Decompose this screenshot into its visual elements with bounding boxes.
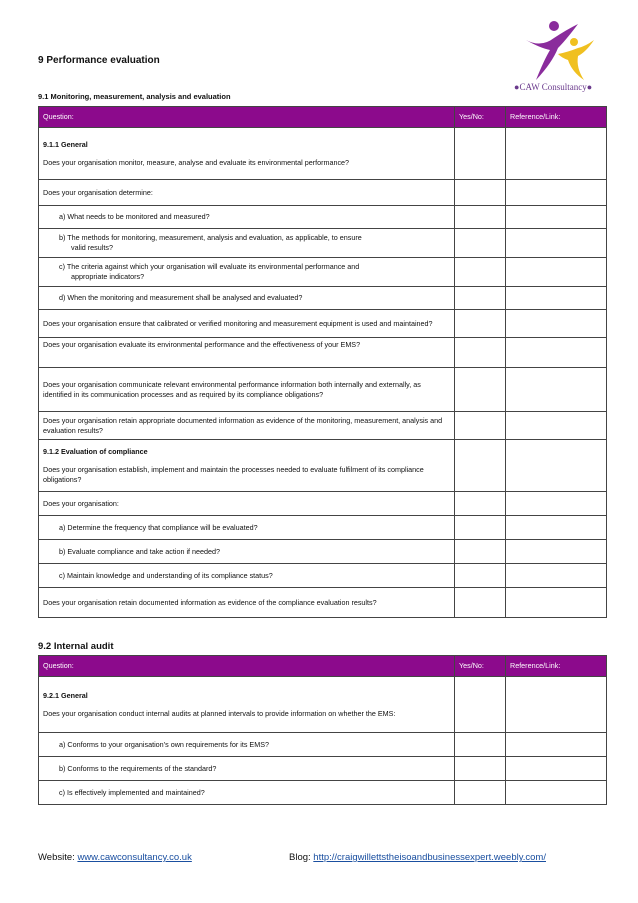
table-row <box>39 287 607 310</box>
question-text: c) Is effectively implemented and maintained? <box>39 781 455 805</box>
table-row <box>39 733 607 757</box>
question-text: Does your organisation establish, implement and maintain the processes needed to evaluate fulfilment of its compliance obligations? <box>43 464 424 484</box>
yesno-cell[interactable] <box>455 338 506 368</box>
subsection-title: 9.1 Monitoring, measurement, analysis and evaluation <box>38 92 231 101</box>
question-text: c) The criteria against which your organisation will evaluate its environmental performance and <box>59 262 360 271</box>
question-header: Question: <box>39 656 455 677</box>
table-row <box>39 564 607 588</box>
reference-cell[interactable] <box>506 781 607 805</box>
yesno-cell[interactable] <box>455 733 506 757</box>
question-text: Does your organisation retain appropriate documented information as evidence of the monitoring, measurement, analysis and evaluation results? <box>39 412 455 440</box>
question-text: b) Conforms to the requirements of the standard? <box>39 757 455 781</box>
yesno-cell[interactable] <box>455 412 506 440</box>
yesno-header: Yes/No: <box>455 656 506 677</box>
yesno-cell[interactable] <box>455 229 506 258</box>
footer-blog <box>289 852 546 863</box>
table-row <box>39 206 607 229</box>
question-text: b) Evaluate compliance and take action if needed? <box>39 540 455 564</box>
question-text: a) What needs to be monitored and measured? <box>39 206 455 229</box>
question-text-cont: appropriate indicators? <box>71 272 145 281</box>
table-row <box>39 781 607 805</box>
question-text: Does your organisation ensure that calibrated or verified monitoring and measurement equipment is used and maintained? <box>39 310 455 338</box>
reference-cell[interactable] <box>506 206 607 229</box>
yesno-cell[interactable] <box>455 128 506 180</box>
reference-cell[interactable] <box>506 258 607 287</box>
internal-audit-table <box>38 655 607 805</box>
yesno-cell[interactable] <box>455 492 506 516</box>
table-row <box>39 412 607 440</box>
reference-cell[interactable] <box>506 229 607 258</box>
yesno-cell[interactable] <box>455 540 506 564</box>
yesno-cell[interactable] <box>455 516 506 540</box>
reference-cell[interactable] <box>506 516 607 540</box>
table-row <box>39 368 607 412</box>
yesno-cell[interactable] <box>455 564 506 588</box>
question-text: a) Determine the frequency that compliance will be evaluated? <box>39 516 455 540</box>
reference-cell[interactable] <box>506 440 607 492</box>
question-text: Does your organisation monitor, measure, analyse and evaluate its environmental performance? <box>43 157 350 167</box>
row-title: 9.2.1 General <box>43 690 88 700</box>
table-header-row <box>39 656 607 677</box>
reference-cell[interactable] <box>506 180 607 206</box>
yesno-cell[interactable] <box>455 757 506 781</box>
blog-label: Blog: <box>289 852 311 863</box>
row-title: 9.1.2 Evaluation of compliance <box>43 446 148 456</box>
table-row <box>39 588 607 618</box>
reference-cell[interactable] <box>506 677 607 733</box>
logo-text: ●CAW Consultancy● <box>514 82 593 92</box>
yesno-cell[interactable] <box>455 258 506 287</box>
table-row <box>39 492 607 516</box>
website-label: Website: <box>38 852 75 863</box>
yesno-cell[interactable] <box>455 440 506 492</box>
reference-header: Reference/Link: <box>506 107 607 128</box>
reference-cell[interactable] <box>506 287 607 310</box>
yesno-cell[interactable] <box>455 677 506 733</box>
reference-cell[interactable] <box>506 733 607 757</box>
table-row <box>39 338 607 368</box>
reference-cell[interactable] <box>506 128 607 180</box>
row-title: 9.1.1 General <box>43 139 88 149</box>
reference-cell[interactable] <box>506 412 607 440</box>
table-row <box>39 440 607 492</box>
yesno-cell[interactable] <box>455 287 506 310</box>
question-text: c) Maintain knowledge and understanding of its compliance status? <box>39 564 455 588</box>
question-header: Question: <box>39 107 455 128</box>
reference-cell[interactable] <box>506 338 607 368</box>
blog-link[interactable]: http://craigwillettstheisoandbusinessexpert.weebly.com/ <box>313 852 546 863</box>
yesno-cell[interactable] <box>455 206 506 229</box>
reference-cell[interactable] <box>506 588 607 618</box>
table-row <box>39 757 607 781</box>
table-row <box>39 310 607 338</box>
table-row <box>39 677 607 733</box>
website-link[interactable]: www.cawconsultancy.co.uk <box>77 852 192 863</box>
section-title: 9 Performance evaluation <box>38 55 160 66</box>
question-text: Does your organisation conduct internal audits at planned intervals to provide information on whether the EMS: <box>43 708 396 718</box>
question-text: b) The methods for monitoring, measurement, analysis and evaluation, as applicable, to ensure <box>59 233 362 242</box>
question-text: Does your organisation evaluate its environmental performance and the effectiveness of your EMS? <box>39 338 455 368</box>
table-row <box>39 516 607 540</box>
yesno-header: Yes/No: <box>455 107 506 128</box>
yesno-cell[interactable] <box>455 310 506 338</box>
reference-cell[interactable] <box>506 540 607 564</box>
table-row <box>39 128 607 180</box>
internal-audit-title: 9.2 Internal audit <box>38 641 114 652</box>
reference-cell[interactable] <box>506 757 607 781</box>
reference-header: Reference/Link: <box>506 656 607 677</box>
yesno-cell[interactable] <box>455 180 506 206</box>
question-text: Does your organisation determine: <box>39 180 455 206</box>
yesno-cell[interactable] <box>455 588 506 618</box>
table-row <box>39 229 607 258</box>
footer-website <box>38 852 192 863</box>
reference-cell[interactable] <box>506 564 607 588</box>
table-row <box>39 540 607 564</box>
monitoring-table <box>38 106 607 618</box>
question-text: Does your organisation communicate relevant environmental performance information both internally and externally, as identified in its communication processes and as required by its compliance obligations? <box>39 368 455 412</box>
question-text: a) Conforms to your organisation’s own requirements for its EMS? <box>39 733 455 757</box>
yesno-cell[interactable] <box>455 781 506 805</box>
reference-cell[interactable] <box>506 368 607 412</box>
table-header-row <box>39 107 607 128</box>
yesno-cell[interactable] <box>455 368 506 412</box>
question-text-cont: valid results? <box>71 243 113 252</box>
question-text: Does your organisation: <box>39 492 455 516</box>
table-row <box>39 258 607 287</box>
question-text: Does your organisation retain documented information as evidence of the compliance evaluation results? <box>39 588 455 618</box>
reference-cell[interactable] <box>506 310 607 338</box>
reference-cell[interactable] <box>506 492 607 516</box>
table-row <box>39 180 607 206</box>
question-text: d) When the monitoring and measurement shall be analysed and evaluated? <box>39 287 455 310</box>
